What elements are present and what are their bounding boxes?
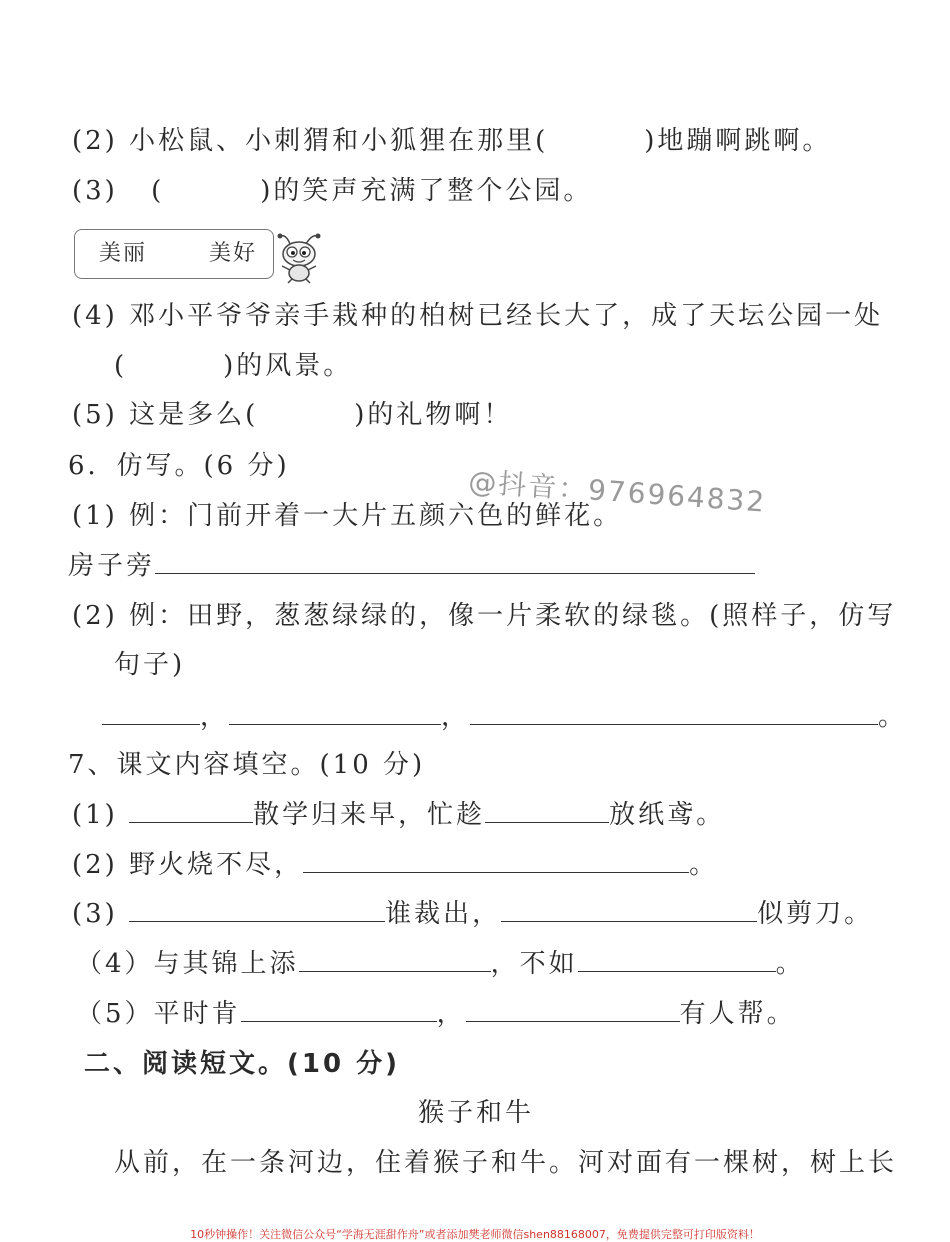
poem-middle: 散学归来早，忙趁: [253, 800, 486, 830]
sentence-before: (: [114, 351, 128, 381]
proverb-middle: ，: [436, 999, 466, 1029]
q5-item-3: [72, 174, 592, 208]
item-number: （4）: [76, 949, 154, 979]
answer-line-2[interactable]: [578, 947, 776, 972]
q7-item-4: [76, 947, 805, 981]
q6-item-1: [72, 499, 622, 533]
item-number: (4): [72, 301, 118, 331]
prompt-text: 房子旁: [68, 551, 156, 581]
item-number: （5）: [76, 999, 154, 1029]
item-number: (5): [72, 400, 118, 430]
answer-line-2[interactable]: [485, 798, 609, 823]
item-number: (2): [72, 601, 118, 631]
footer-notice: 10秒钟操作！关注微信公众号“学海无涯甜作舟”或者添加樊老师微信shen88168007，免费提供完整可打印版资料！: [190, 1228, 760, 1241]
poem-end: 似剪刀。: [757, 899, 874, 929]
sentence-before: 这是多么(: [129, 400, 259, 430]
item-number: (2): [72, 126, 118, 156]
sentence-before: 小松鼠、小刺猬和小狐狸在那里(: [129, 126, 549, 156]
poem-text: 野火烧不尽，: [129, 850, 304, 880]
answer-line-1[interactable]: [129, 798, 253, 823]
item-number: (3): [72, 899, 118, 929]
sentence-after: )地蹦啊跳啊。: [644, 126, 832, 156]
sentence-after: )的风景。: [223, 351, 353, 381]
proverb-end: 有人帮。: [679, 999, 796, 1029]
question-6-title: 6．仿写。(6 分): [68, 451, 290, 481]
sentence-line-1: 邓小平爷爷亲手栽种的柏树已经长大了，成了天坛公园一处: [129, 301, 884, 331]
proverb-end: 。: [775, 949, 805, 979]
answer-line-1[interactable]: [299, 947, 491, 972]
answer-line-2[interactable]: [466, 997, 680, 1022]
word-choice-box: [74, 229, 274, 279]
word-option-2: 美好: [209, 241, 258, 266]
answer-line[interactable]: [155, 549, 755, 574]
end-mark: 。: [878, 702, 908, 732]
sentence-before: (: [151, 176, 165, 206]
q6-item-2-answer: [102, 700, 907, 734]
answer-line-1[interactable]: [241, 997, 437, 1022]
watermark: @抖音：976964832: [467, 464, 768, 519]
cartoon-ant-icon: [272, 232, 328, 284]
proverb-middle: ，不如: [490, 949, 578, 979]
q6-item-2-cont: 句子): [114, 650, 186, 680]
item-number: (2): [72, 850, 118, 880]
story-title: 猴子和牛: [418, 1098, 535, 1128]
example-sentence: 例：门前开着一大片五颜六色的鲜花。: [129, 501, 623, 531]
answer-line-1[interactable]: [102, 700, 200, 725]
q7-item-3: [72, 897, 873, 931]
q5-item-2: [72, 124, 831, 158]
q6-item-2: [72, 599, 896, 633]
sentence-after: )的礼物啊！: [354, 400, 513, 430]
item-number: (1): [72, 800, 118, 830]
sentence-after: )的笑声充满了整个公园。: [260, 176, 593, 206]
section-2-title: 二、阅读短文。(10 分): [84, 1049, 400, 1079]
item-number: (1): [72, 501, 118, 531]
proverb-text: 平时肯: [153, 999, 241, 1029]
proverb-text: 与其锦上添: [153, 949, 299, 979]
question-7-title: 7、课文内容填空。(10 分): [68, 750, 426, 780]
q7-item-2: [72, 848, 718, 882]
answer-line-1[interactable]: [129, 897, 385, 922]
q5-item-5: [72, 398, 512, 432]
example-sentence: 例：田野，葱葱绿绿的，像一片柔软的绿毯。(照样子，仿写: [129, 601, 897, 631]
q6-item-1-answer: [68, 549, 755, 583]
item-number: (3): [72, 176, 118, 206]
q5-item-4: [72, 299, 883, 333]
story-first-line: 从前，在一条河边，住着猴子和牛。河对面有一棵树，树上长: [114, 1148, 898, 1178]
answer-line[interactable]: [303, 848, 689, 873]
word-option-1: 美丽: [99, 241, 148, 266]
answer-line-2[interactable]: [501, 897, 757, 922]
separator: ，: [200, 702, 230, 732]
answer-line-2[interactable]: [229, 700, 441, 725]
separator: ，: [441, 702, 471, 732]
poem-end: 。: [689, 850, 719, 880]
poem-end: 放纸鸢。: [609, 800, 726, 830]
answer-line-3[interactable]: [470, 700, 878, 725]
q7-item-5: [76, 997, 796, 1031]
q7-item-1: [72, 798, 725, 832]
q5-item-4-cont: [114, 349, 352, 383]
poem-middle: 谁裁出，: [385, 899, 502, 929]
